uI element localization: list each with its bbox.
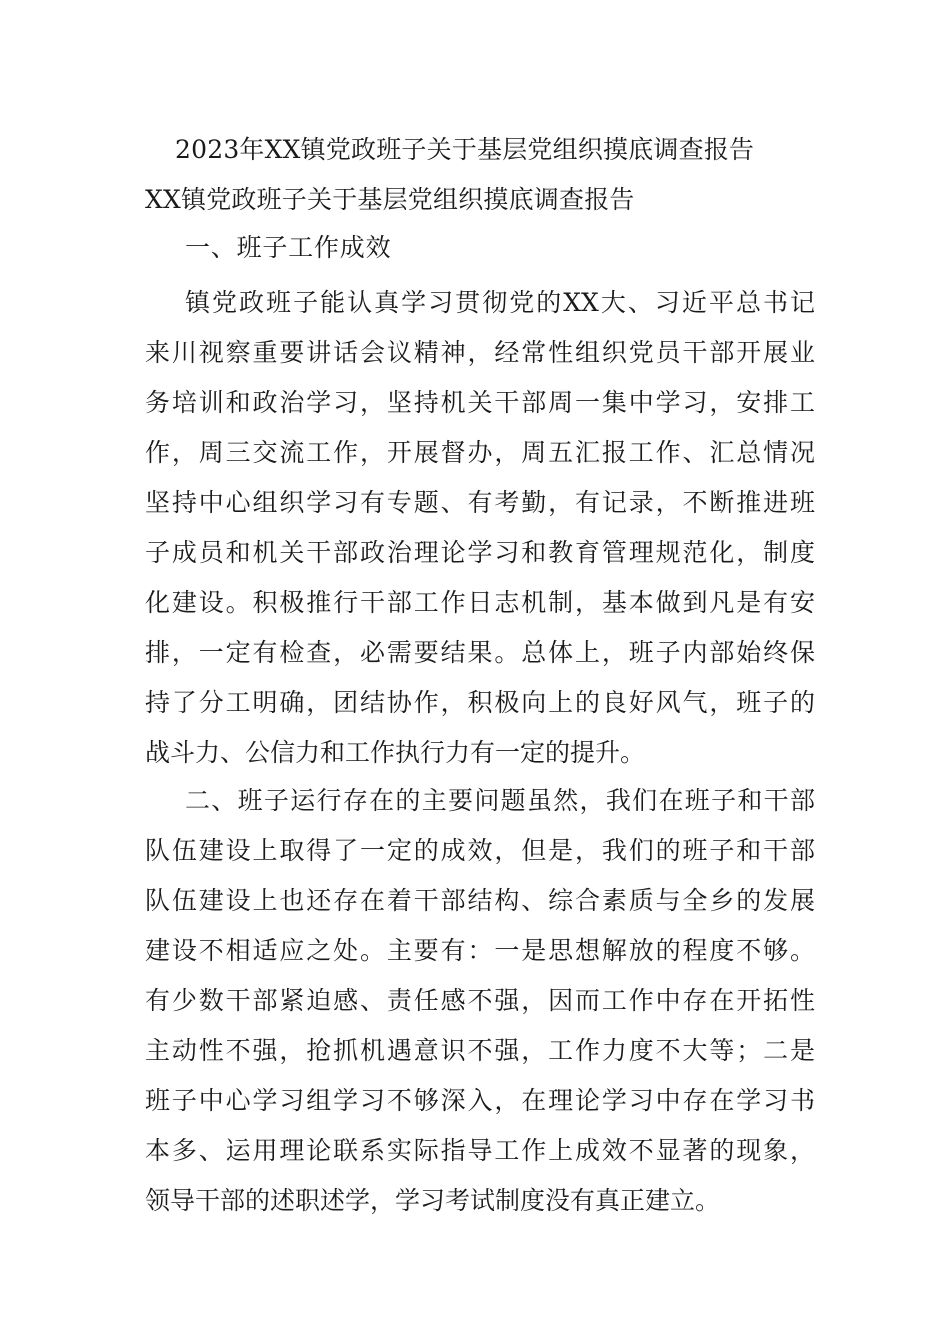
paragraph-line: 务培训和政治学习，坚持机关干部周一集中学习，安排工 [145,388,815,417]
paragraph-problems [145,776,815,1226]
paragraph-line: 班子中心学习组学习不够深入，在理论学习中存在学习书 [145,1086,815,1115]
paragraph-line: 建设不相适应之处。主要有：一是思想解放的程度不够。 [145,936,815,965]
paragraph-line: 来川视察重要讲话会议精神，经常性组织党员干部开展业 [145,338,815,367]
document-title: 2023年XX镇党政班子关于基层党组织摸底调查报告 [175,135,755,164]
paragraph-line: 队伍建设上也还存在着干部结构、综合素质与全乡的发展 [145,886,815,915]
paragraph-line: 有少数干部紧迫感、责任感不强，因而工作中存在开拓性 [145,986,815,1015]
paragraph-line: 排，一定有检查，必需要结果。总体上，班子内部始终保 [145,638,815,667]
document-subtitle: XX镇党政班子关于基层党组织摸底调查报告 [145,185,635,214]
paragraph-line: 坚持中心组织学习有专题、有考勤，有记录，不断推进班 [145,488,815,517]
paragraph-line: 主动性不强，抢抓机遇意识不强，工作力度不大等；二是 [145,1036,815,1065]
section-heading-achievements: 一、班子工作成效 [185,233,392,262]
paragraph-line: 持了分工明确，团结协作，积极向上的良好风气，班子的 [145,688,815,717]
paragraph-achievements [145,278,815,778]
paragraph-line: 作，周三交流工作，开展督办，周五汇报工作、汇总情况 [145,438,815,467]
paragraph-line: 化建设。积极推行干部工作日志机制，基本做到凡是有安 [145,588,815,617]
paragraph-line: 领导干部的述职述学，学习考试制度没有真正建立。 [145,1186,721,1215]
paragraph-line: 战斗力、公信力和工作执行力有一定的提升。 [145,738,646,767]
paragraph-line: 本多、运用理论联系实际指导工作上成效不显著的现象， [145,1136,815,1165]
paragraph-line: 子成员和机关干部政治理论学习和教育管理规范化，制度 [145,538,815,567]
paragraph-line: 镇党政班子能认真学习贯彻党的XX大、习近平总书记 [185,288,815,317]
paragraph-line: 队伍建设上取得了一定的成效，但是，我们的班子和干部 [145,836,815,865]
paragraph-line: 二、班子运行存在的主要问题虽然，我们在班子和干部 [185,786,815,815]
